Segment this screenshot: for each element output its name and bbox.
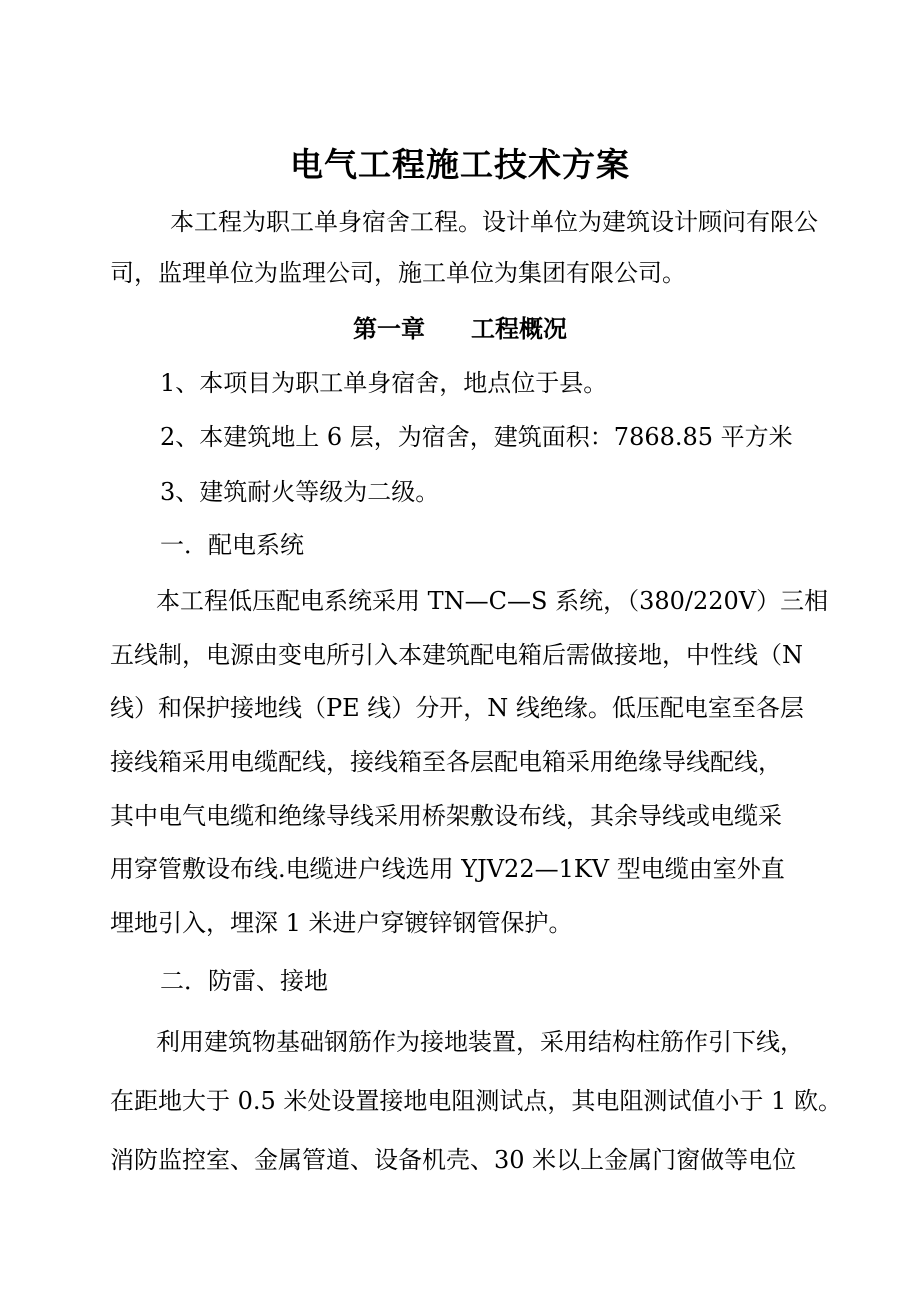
section-heading-power-distribution: 一．配电系统 — [160, 531, 304, 559]
intro-line-1: 本工程为职工单身宿舍工程。设计单位为建筑设计顾问有限公 — [170, 208, 818, 236]
chapter-number: 第一章 — [353, 314, 425, 343]
intro-line-2: 司，监理单位为监理公司，施工单位为集团有限公司。 — [110, 259, 686, 287]
section1-line-7: 埋地引入，埋深 1 米进户穿镀锌钢管保护。 — [110, 909, 573, 937]
section1-line-1: 本工程低压配电系统采用 TN—C—S 系统，（380/220V）三相 — [156, 587, 829, 615]
document-title: 电气工程施工技术方案 — [290, 145, 630, 184]
section1-line-6: 用穿管敷设布线.电缆进户线选用 YJV22—1KV 型电缆由室外直 — [110, 855, 785, 883]
section1-line-2: 五线制，电源由变电所引入本建筑配电箱后需做接地，中性线（N — [110, 641, 803, 669]
chapter-heading — [0, 313, 920, 345]
overview-item-2: 2、本建筑地上 6 层，为宿舍，建筑面积：7868.85 平方米 — [160, 423, 793, 451]
section2-line-1: 利用建筑物基础钢筋作为接地装置，采用结构柱筋作引下线， — [156, 1028, 804, 1056]
overview-item-3: 3、建筑耐火等级为二级。 — [160, 478, 440, 506]
chapter-name: 工程概况 — [471, 314, 567, 343]
overview-item-1: 1、本项目为职工单身宿舍，地点位于县。 — [160, 369, 608, 397]
section1-line-5: 其中电气电缆和绝缘导线采用桥架敷设布线，其余导线或电缆采 — [110, 802, 782, 830]
section1-line-3: 线）和保护接地线（PE 线）分开，N 线绝缘。低压配电室至各层 — [110, 694, 804, 722]
section2-line-3: 消防监控室、金属管道、设备机壳、30 米以上金属门窗做等电位 — [110, 1146, 797, 1174]
section1-line-4: 接线箱采用电缆配线，接线箱至各层配电箱采用绝缘导线配线， — [110, 748, 782, 776]
section2-line-2: 在距地大于 0.5 米处设置接地电阻测试点，其电阻测试值小于 1 欧。 — [110, 1087, 842, 1115]
section-heading-lightning-grounding: 二．防雷、接地 — [160, 967, 328, 995]
